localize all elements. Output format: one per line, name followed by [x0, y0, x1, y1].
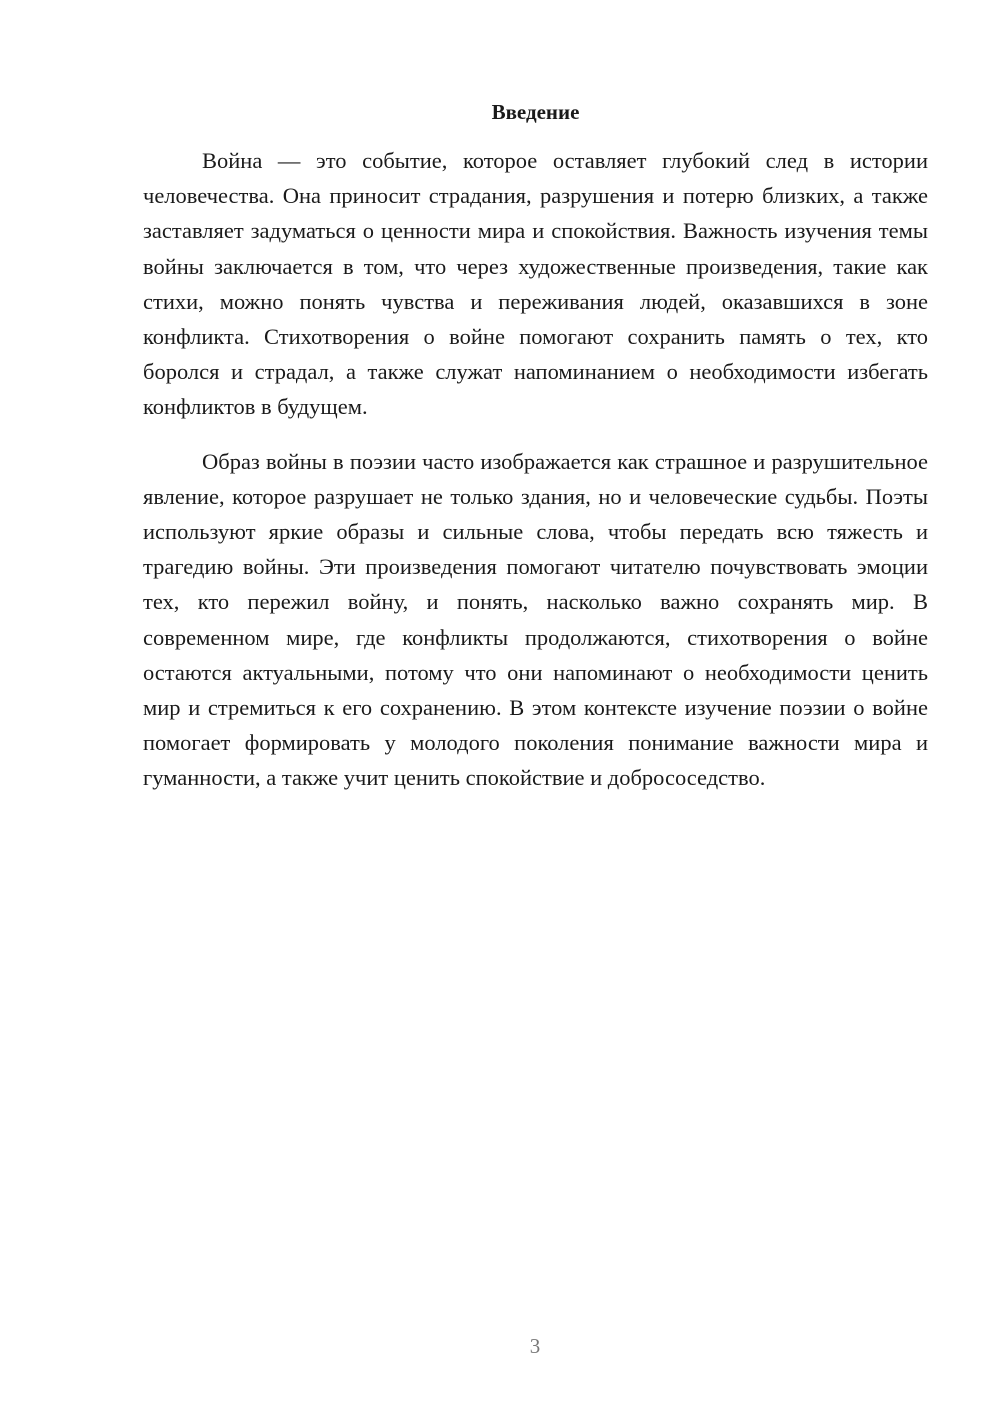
paragraph-2: Образ войны в поэзии часто изображается как страшное и разрушительное явление, которое разрушает не только здания, но и человеческие судьбы. Поэты используют яркие образы и сильные слова, чтобы передать всю тяжесть и трагедию войны. Эти произведения помогают читателю почувствовать эмоции тех, кто пережил войну, и понять, насколько важно сохранять мир. В современном мире, где конфликты продолжаются, стихотворения о войне остаются актуальными, потому что они напоминают о необходимости ценить мир и стремиться к его сохранению. В этом контексте изучение поэзии о войне помогает формировать у молодого поколения понимание важности мира и гуманности, а также учит ценить спокойствие и добрососедство.: [143, 448, 928, 791]
body-text: [143, 143, 928, 796]
paragraph-1: Война — это событие, которое оставляет глубокий след в истории человечества. Она приносит страдания, разрушения и потерю близких, а также заставляет задуматься о ценности мира и спокойствия. Важность изучения темы войны заключается в том, что через художественные произведения, такие как стихи, можно понять чувства и переживания людей, оказавшихся в зоне конфликта. Стихотворения о войне помогают сохранить память о тех, кто боролся и страдал, а также служат напоминанием о необходимости избегать конфликтов в будущем.: [143, 148, 928, 420]
page-number: 3: [529, 1334, 541, 1358]
section-heading: Введение: [491, 100, 580, 124]
